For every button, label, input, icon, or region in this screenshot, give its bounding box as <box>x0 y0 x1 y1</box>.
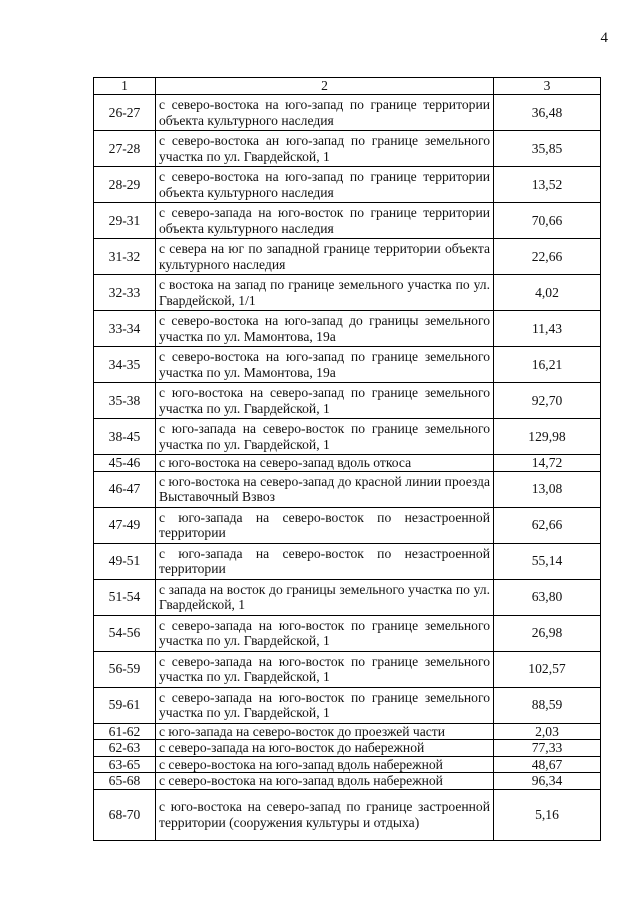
description-cell: с северо-запада на юго-восток по границе земельного участка по ул. Гвардейской, 1 <box>156 687 494 723</box>
table-row <box>94 419 601 455</box>
table-row <box>94 773 601 790</box>
table-row <box>94 311 601 347</box>
length-cell: 70,66 <box>494 203 601 239</box>
length-cell: 48,67 <box>494 756 601 773</box>
segment-cell: 51-54 <box>94 579 156 615</box>
segment-cell: 27-28 <box>94 131 156 167</box>
table-row <box>94 471 601 507</box>
table-row <box>94 239 601 275</box>
segment-cell: 65-68 <box>94 773 156 790</box>
description-cell: с северо-востока на юго-запад до границы земельного участка по ул. Мамонтова, 19а <box>156 311 494 347</box>
description-cell: с северо-востока на юго-запад вдоль набережной <box>156 756 494 773</box>
table-row <box>94 203 601 239</box>
table-row <box>94 543 601 579</box>
table-row <box>94 275 601 311</box>
description-cell: с северо-востока на юго-запад по границе земельного участка по ул. Мамонтова, 19а <box>156 347 494 383</box>
description-cell: с северо-востока на юго-запад вдоль набережной <box>156 773 494 790</box>
length-cell: 62,66 <box>494 507 601 543</box>
column-header-description: 2 <box>156 78 494 95</box>
length-cell: 102,57 <box>494 651 601 687</box>
segment-cell: 59-61 <box>94 687 156 723</box>
description-cell: с юго-востока на северо-запад до красной линии проезда Выставочный Взвоз <box>156 471 494 507</box>
length-cell: 35,85 <box>494 131 601 167</box>
segment-cell: 61-62 <box>94 723 156 740</box>
table-row <box>94 579 601 615</box>
segment-cell: 31-32 <box>94 239 156 275</box>
length-cell: 77,33 <box>494 740 601 757</box>
table-row <box>94 651 601 687</box>
page-number: 4 <box>600 30 608 46</box>
table-row <box>94 167 601 203</box>
length-cell: 36,48 <box>494 95 601 131</box>
description-cell: с юго-запада на северо-восток по незастроенной территории <box>156 507 494 543</box>
description-cell: с запада на восток до границы земельного участка по ул. Гвардейской, 1 <box>156 579 494 615</box>
length-cell: 14,72 <box>494 455 601 472</box>
description-cell: с северо-востока на юго-запад по границе территории объекта культурного наследия <box>156 95 494 131</box>
length-cell: 129,98 <box>494 419 601 455</box>
segment-cell: 26-27 <box>94 95 156 131</box>
length-cell: 13,52 <box>494 167 601 203</box>
table-row <box>94 455 601 472</box>
segment-cell: 33-34 <box>94 311 156 347</box>
description-cell: с юго-запада на северо-восток по незастроенной территории <box>156 543 494 579</box>
segment-cell: 63-65 <box>94 756 156 773</box>
description-cell: с юго-запада на северо-восток по границе земельного участка по ул. Гвардейской, 1 <box>156 419 494 455</box>
table-row <box>94 789 601 840</box>
length-cell: 88,59 <box>494 687 601 723</box>
description-cell: с севера на юг по западной границе территории объекта культурного наследия <box>156 239 494 275</box>
table-header-row <box>94 78 601 95</box>
length-cell: 96,34 <box>494 773 601 790</box>
segment-cell: 29-31 <box>94 203 156 239</box>
segment-cell: 34-35 <box>94 347 156 383</box>
table-body <box>94 95 601 841</box>
table-row <box>94 131 601 167</box>
segment-cell: 28-29 <box>94 167 156 203</box>
description-cell: с юго-запада на северо-восток до проезжей части <box>156 723 494 740</box>
segment-cell: 54-56 <box>94 615 156 651</box>
segment-cell: 46-47 <box>94 471 156 507</box>
description-cell: с северо-запада на юго-восток по границе земельного участка по ул. Гвардейской, 1 <box>156 651 494 687</box>
segment-cell: 47-49 <box>94 507 156 543</box>
segment-cell: 49-51 <box>94 543 156 579</box>
segment-cell: 62-63 <box>94 740 156 757</box>
segment-cell: 35-38 <box>94 383 156 419</box>
segment-cell: 32-33 <box>94 275 156 311</box>
description-cell: с юго-востока на северо-запад вдоль откоса <box>156 455 494 472</box>
description-cell: с востока на запад по границе земельного участка по ул. Гвардейской, 1/1 <box>156 275 494 311</box>
description-cell: с северо-запада на юго-восток по границе территории объекта культурного наследия <box>156 203 494 239</box>
table-row <box>94 507 601 543</box>
table-row <box>94 95 601 131</box>
segment-cell: 38-45 <box>94 419 156 455</box>
length-cell: 5,16 <box>494 789 601 840</box>
description-cell: с северо-востока ан юго-запад по границе земельного участка по ул. Гвардейской, 1 <box>156 131 494 167</box>
segment-cell: 45-46 <box>94 455 156 472</box>
description-cell: с юго-востока на северо-запад по границе земельного участка по ул. Гвардейской, 1 <box>156 383 494 419</box>
table-row <box>94 740 601 757</box>
segment-cell: 56-59 <box>94 651 156 687</box>
length-cell: 92,70 <box>494 383 601 419</box>
column-header-segment: 1 <box>94 78 156 95</box>
column-header-length: 3 <box>494 78 601 95</box>
boundary-segments-table <box>93 77 601 841</box>
length-cell: 2,03 <box>494 723 601 740</box>
table-row <box>94 687 601 723</box>
segment-cell: 68-70 <box>94 789 156 840</box>
description-cell: с северо-запада на юго-восток по границе земельного участка по ул. Гвардейской, 1 <box>156 615 494 651</box>
table-row <box>94 347 601 383</box>
description-cell: с юго-востока на северо-запад по границе застроенной территории (сооружения культуры и отдыха) <box>156 789 494 840</box>
length-cell: 13,08 <box>494 471 601 507</box>
length-cell: 63,80 <box>494 579 601 615</box>
length-cell: 22,66 <box>494 239 601 275</box>
length-cell: 11,43 <box>494 311 601 347</box>
table-row <box>94 756 601 773</box>
length-cell: 55,14 <box>494 543 601 579</box>
table-row <box>94 615 601 651</box>
length-cell: 26,98 <box>494 615 601 651</box>
table-row <box>94 383 601 419</box>
length-cell: 4,02 <box>494 275 601 311</box>
table-row <box>94 723 601 740</box>
description-cell: с северо-запада на юго-восток до набережной <box>156 740 494 757</box>
length-cell: 16,21 <box>494 347 601 383</box>
description-cell: с северо-востока на юго-запад по границе территории объекта культурного наследия <box>156 167 494 203</box>
